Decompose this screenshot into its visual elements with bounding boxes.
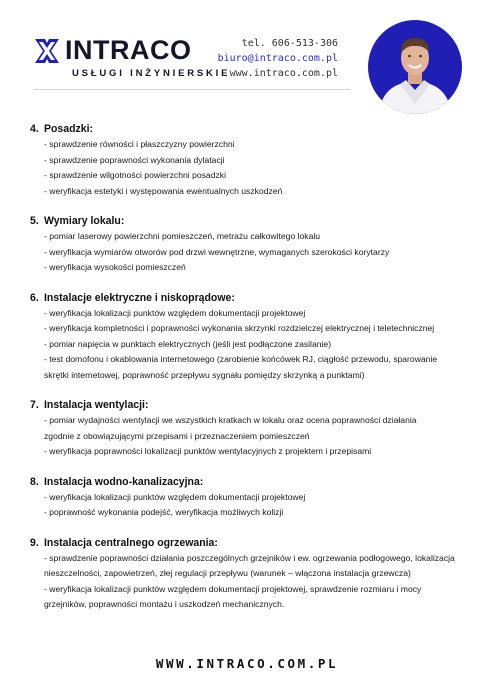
website-link[interactable]: www.intraco.com.pl xyxy=(229,68,338,79)
list-item: grzejników, poprawności montażu i uszkodzeń mechanicznych. xyxy=(44,599,285,609)
section-electrical xyxy=(30,290,470,384)
list-item: - weryfikacja kompletności i poprawności wykonania skrzynki rozdzielczej elektrycznej i teletechnicznej xyxy=(44,323,435,333)
header-divider xyxy=(34,89,350,90)
section-title: 9. Instalacja centralnego ogrzewania: xyxy=(30,535,218,549)
brand-tagline: USŁUGI INŻYNIERSKIE xyxy=(72,68,231,79)
section-title: 8. Instalacja wodno-kanalizacyjna: xyxy=(30,474,204,488)
section-title: 4. Posadzki: xyxy=(30,122,94,136)
list-item: - weryfikacja lokalizacji punktów względem dokumentacji projektowej, sprawdzenie rozmiaru i mocy xyxy=(44,583,422,594)
inspection-scope-list xyxy=(30,121,470,627)
list-item: - pomiar napięcia w punktach elektrycznych (jeśli jest podłączone zasilanie) xyxy=(44,338,332,349)
portrait-photo xyxy=(368,20,462,114)
list-item: - poprawność wykonania podejść, weryfikacja możliwych kolizji xyxy=(44,507,284,517)
email-link[interactable]: biuro@intraco.com.pl xyxy=(217,53,338,64)
list-item: - weryfikacja lokalizacji punktów względem dokumentacji projektowej xyxy=(44,491,306,502)
list-item: - test domofonu i okablowania internetowego (zarobienie końcówek RJ, ciągłość przewodu, sparowanie xyxy=(44,354,438,364)
list-item: - pomiar wydajności wentylacji we wszystkich kratkach w lokalu oraz ocena poprawności działania xyxy=(44,415,417,425)
company-logo xyxy=(34,35,231,86)
section-ventilation xyxy=(30,397,470,460)
section-heating xyxy=(30,535,470,613)
list-item: - sprawdzenie równości i płaszczyzny powierzchni xyxy=(44,139,235,149)
section-floors xyxy=(30,121,470,199)
section-title: 7. Instalacja wentylacji: xyxy=(30,398,149,412)
footer-website[interactable]: WWW.INTRACO.COM.PL xyxy=(155,656,339,671)
contact-block xyxy=(218,36,338,81)
list-item: - weryfikacja wysokości pomieszczeń xyxy=(44,262,186,272)
list-item: - weryfikacja wymiarów otworów pod drzwi wewnętrzne, wymaganych szerokości korytarzy xyxy=(44,246,390,257)
list-item: zgodnie z obowiązującymi przepisami i przeznaczeniem pomieszczeń xyxy=(44,430,310,441)
list-item: - weryfikacja lokalizacji punktów względem dokumentacji projektowej xyxy=(44,307,306,318)
list-item: skrętki internetowej, poprawność przepływu sygnału pomiędzy skrzynką a punktami) xyxy=(44,369,365,380)
list-item: - sprawdzenie poprawności wykonania dylatacji xyxy=(44,154,225,165)
list-item: nieszczelności, zapowietrzeń, złej regulacji przepływu (warunek – włączona instalacja grzewcza) xyxy=(44,568,411,578)
list-item: - sprawdzenie wilgotności powierzchni posadzki xyxy=(44,170,226,180)
list-item: - sprawdzenie poprawności działania poszczególnych grzejników i ew. ogrzewania podłogowego, lokalizacja xyxy=(44,552,455,563)
intraco-logo-icon xyxy=(34,38,60,64)
list-item: - weryfikacja poprawności lokalizacji punktów wentylacyjnych z projektem i przepisami xyxy=(44,446,372,456)
section-title: 5. Wymiary lokalu: xyxy=(30,214,125,228)
list-item: - pomiar laserowy powierzchni pomieszczeń, metrażu całkowitego lokalu xyxy=(44,231,321,241)
section-plumbing xyxy=(30,474,470,521)
brand-name: INTRACO xyxy=(65,35,192,65)
section-title: 6. Instalacje elektryczne i niskoprądowe: xyxy=(30,290,235,304)
list-item: - weryfikacja estetyki i występowania ewentualnych uszkodzeń xyxy=(44,185,283,196)
section-dimensions xyxy=(30,213,470,276)
phone-number[interactable]: tel. 606-513-306 xyxy=(241,38,338,49)
